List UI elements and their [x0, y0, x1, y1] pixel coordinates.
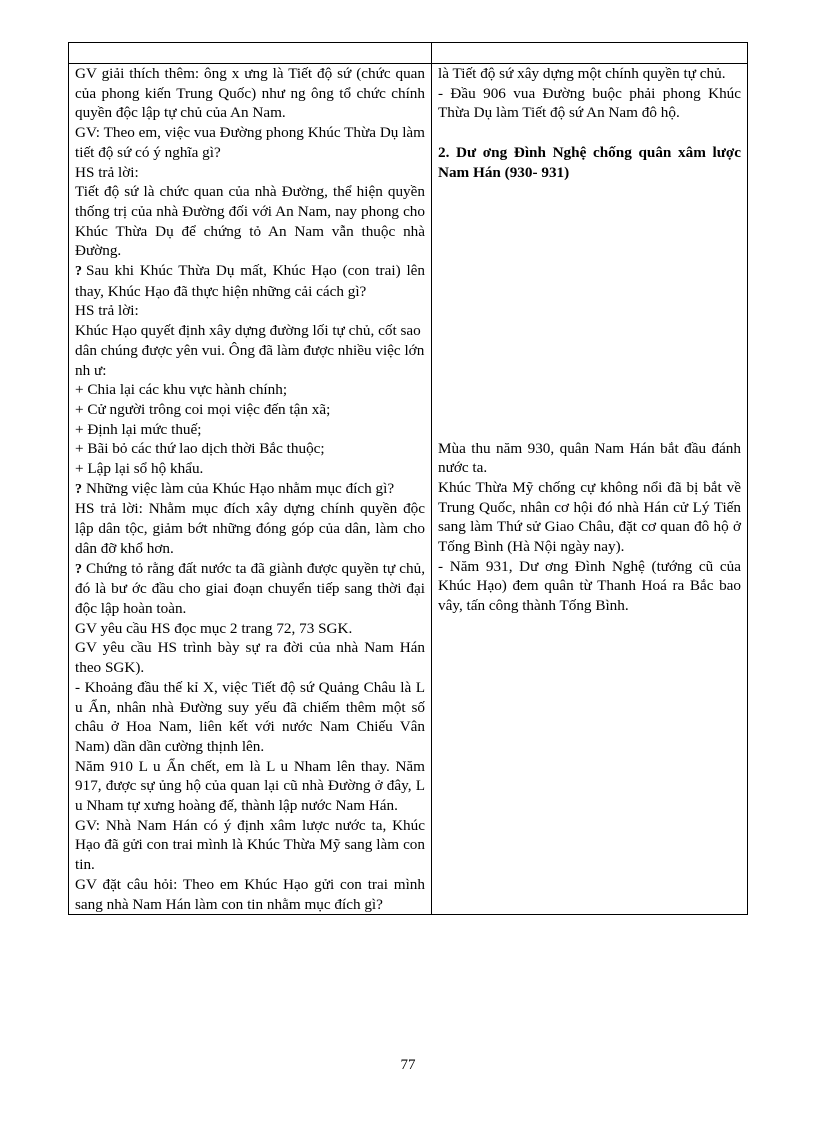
spacer	[438, 183, 741, 439]
paragraph-text: + Lập lại sổ hộ khẩu.	[75, 460, 204, 478]
right-para: là Tiết độ sứ xây dựng một chính quyền tự chủ.	[438, 65, 726, 82]
left-paragraph	[75, 459, 425, 479]
spacer	[438, 123, 741, 143]
paragraph-text: Sau khi Khúc Thừa Dụ mất, Khúc Hạo (con trai) lên thay, Khúc Hạo đã thực hiện những cải cách gì?	[75, 262, 425, 300]
left-paragraph	[75, 64, 425, 123]
question-mark-icon: ?	[75, 481, 82, 497]
paragraph-text: - Khoảng đầu thế kỉ X, việc Tiết độ sứ Quảng Châu là L u Ẩn, nhân nhà Đường suy yếu đã chiếm thêm một số châu ở Hoa Nam, liên kết với nước Nam Chiếu Vân Nam) dần dần cường thịnh lên.	[75, 678, 425, 755]
table-header-row	[69, 43, 748, 64]
paragraph-text: + Chia lại các khu vực hành chính;	[75, 381, 288, 399]
paragraph-text: Những việc làm của Khúc Hạo nhằm mục đích gì?	[86, 479, 395, 497]
paragraph-text: Chứng tỏ rằng đất nước ta đã giành được quyền tự chủ, đó là bư ớc đầu cho giai đoạn chuyển tiếp sang thời đại độc lập hoàn toàn.	[75, 559, 425, 617]
question-mark-icon: ?	[75, 561, 82, 577]
left-paragraph	[75, 182, 425, 261]
paragraph-text: GV: Nhà Nam Hán có ý định xâm lược nước ta, Khúc Hạo đã gửi con trai mình là Khúc Thừa Mỹ sang làm con tin.	[75, 816, 425, 874]
paragraph-text: Khúc Hạo quyết định xây dựng đường lối tự chủ, cốt sao dân chúng được yên vui. Ông đã làm được nhiều việc lớn nh ư:	[75, 322, 425, 379]
paragraph-text: + Định lại mức thuế;	[75, 420, 202, 438]
left-paragraph	[75, 163, 425, 183]
left-paragraph	[75, 678, 425, 757]
left-paragraph	[75, 321, 425, 380]
paragraph-text: GV giải thích thêm: ông x ưng là Tiết độ sứ (chức quan của phong kiến Trung Quốc) như ng ông tổ chức chính quyền độc lập tự chủ của An Nam.	[75, 65, 425, 122]
left-paragraph	[75, 420, 425, 440]
left-content	[75, 64, 425, 914]
left-paragraph	[75, 439, 425, 459]
right-para: Mùa thu năm 930, quân Nam Hán bắt đầu đánh nước ta.	[438, 439, 741, 477]
header-cell-left	[69, 43, 432, 64]
question-mark-icon: ?	[75, 264, 82, 280]
paragraph-text: Tiết độ sứ là chức quan của nhà Đường, thể hiện quyền thống trị của nhà Đường đối với An Nam, nay phong cho Khúc Thừa Dụ để chứng tỏ An Nam vẫn thuộc nhà Đường.	[75, 183, 425, 260]
paragraph-text: GV yêu cầu HS trình bày sự ra đời của nhà Nam Hán theo SGK).	[75, 639, 425, 677]
paragraph-text: HS trả lời: Nhằm mục đích xây dựng chính quyền độc lập dân tộc, giảm bớt những đóng góp của dân, làm cho dân đỡ khổ hơn.	[75, 500, 425, 557]
question-paragraph	[75, 261, 425, 301]
page-number: 77	[400, 1057, 416, 1073]
left-paragraph	[75, 757, 425, 816]
paragraph-text: + Cử người trông coi mọi việc đến tận xã;	[75, 400, 331, 418]
right-para: - Năm 931, Dư ơng Đình Nghệ (tướng cũ của Khúc Hạo) đem quân từ Thanh Hoá ra Bắc bao vây, tấn công thành Tống Bình.	[438, 557, 741, 615]
right-para: Khúc Thừa Mỹ chống cự không nổi đã bị bắt về Trung Quốc, nhân cơ hội đó nhà Hán cử Lý Tiến sang làm Thứ sử Giao Châu, đặt cơ quan đô hộ ở Tống Bình (Hà Nội ngày nay).	[438, 478, 741, 556]
paragraph-text: HS trả lời:	[75, 163, 139, 181]
left-paragraph	[75, 499, 425, 558]
paragraph-text: Năm 910 L u Ẩn chết, em là L u Nham lên thay. Năm 917, được sự ủng hộ của quan lại cũ nhà Đường ở đây, L u Nham tự xưng hoàng đế, thành lập nước Nam Hán.	[75, 757, 425, 815]
paragraph-text: GV: Theo em, việc vua Đường phong Khúc Thừa Dụ làm tiết độ sứ có ý nghĩa gì?	[75, 124, 425, 161]
paragraph-text: + Bãi bỏ các thứ lao dịch thời Bắc thuộc;	[75, 440, 325, 458]
left-paragraph	[75, 301, 425, 321]
right-column	[432, 64, 748, 915]
paragraph-text: GV yêu cầu HS đọc mục 2 trang 72, 73 SGK.	[75, 619, 353, 637]
section-heading: 2. Dư ơng Đình Nghệ chống quân xâm lược Nam Hán (930- 931)	[438, 144, 741, 181]
left-column	[69, 64, 432, 915]
right-para: - Đầu 906 vua Đường buộc phải phong Khúc Thừa Dụ làm Tiết độ sứ An Nam đô hộ.	[438, 84, 741, 122]
left-paragraph	[75, 816, 425, 875]
paragraph-text: GV đặt câu hỏi: Theo em Khúc Hạo gửi con trai mình sang nhà Nam Hán làm con tin nhằm mục đích gì?	[75, 875, 425, 913]
question-paragraph	[75, 559, 425, 619]
paragraph-text: HS trả lời:	[75, 302, 139, 320]
lesson-table	[68, 42, 748, 915]
left-paragraph	[75, 123, 425, 162]
question-paragraph	[75, 479, 425, 500]
header-cell-right	[432, 43, 748, 64]
left-paragraph	[75, 619, 425, 639]
left-paragraph	[75, 400, 425, 420]
content-row	[69, 64, 748, 915]
left-paragraph	[75, 380, 425, 400]
left-paragraph	[75, 638, 425, 677]
left-paragraph	[75, 875, 425, 914]
